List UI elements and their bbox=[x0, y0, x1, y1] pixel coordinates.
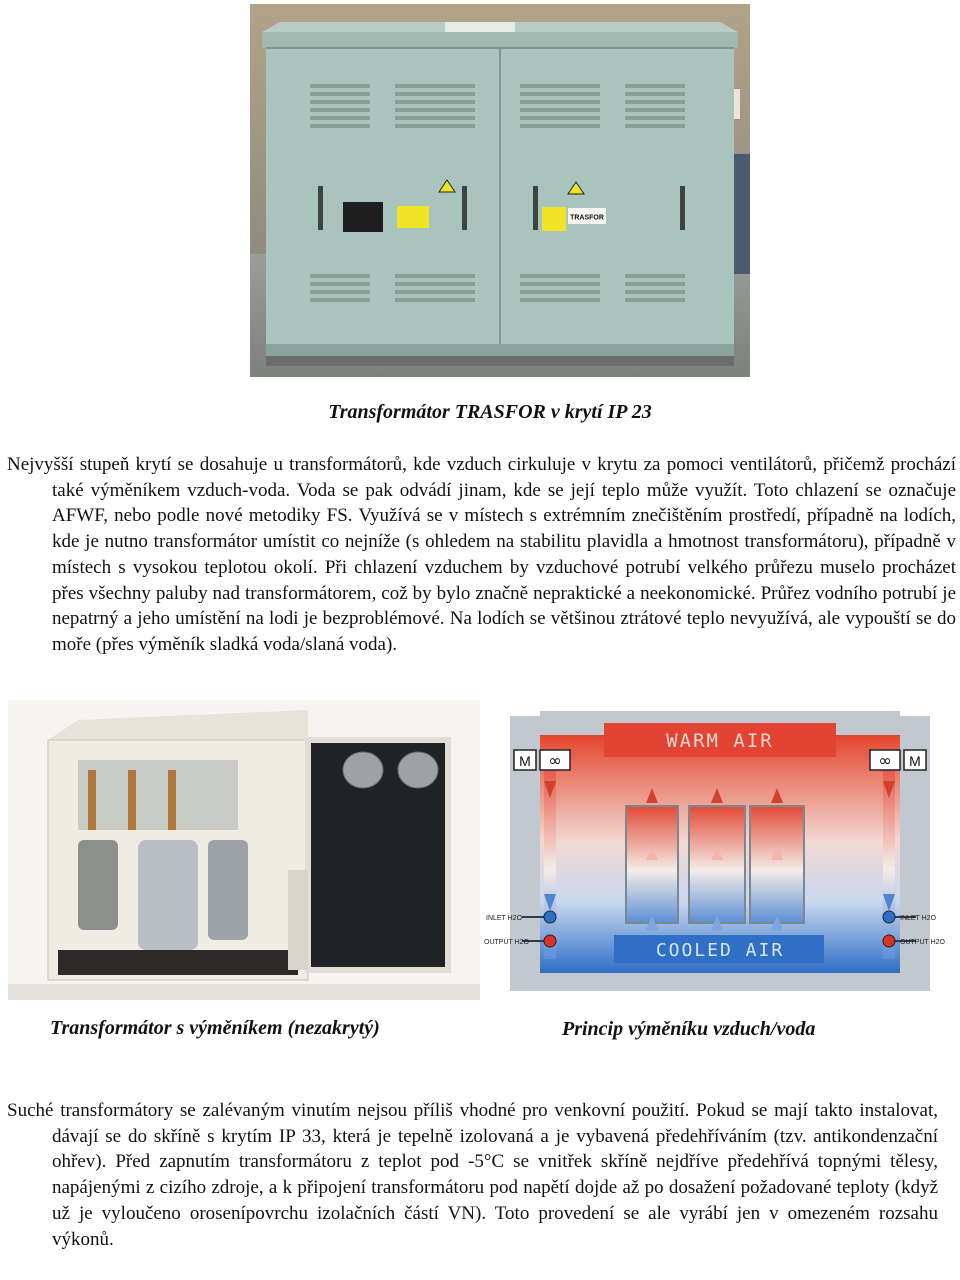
transformer-exchanger-photo bbox=[8, 700, 480, 1000]
air-water-exchanger-diagram bbox=[484, 703, 954, 1000]
warm-air-label: WARM AIR bbox=[666, 730, 774, 752]
exchanger-schematic bbox=[484, 703, 954, 1000]
outlet-left-label: OUTPUT H2O bbox=[484, 939, 529, 946]
paragraph-afwf-cooling: Nejvyšší stupeň krytí se dosahuje u transformátorů, kde vzduch cirkuluje v krytu za pomoci ventilátorů, přičemž prochází také výměníkem vzduch-voda. Voda se pak odvádí jinam, kde se její teplo může využít. Toto chlazení se označuje AFWF, nebo podle nové metodiky FS. Využívá se v místech s extrémním znečištěním prostředí, případně na lodích, kde je nutno transformátor umístit co nejníže (s ohledem na stabilitu plavidla a hmotnost transformátoru), případně v místech s vysokou teplotou okolí. Při chlazení vzduchem by vzduchové potrubí velkého průřezu muselo procházet přes všechny paluby nad transformátorem, což by bylo značně nepraktické a neekonomické. Průřez vodního potrubí je nepatrný a jeho umístění na lodi je bezproblémové. Na lodích se většinou ztrátové teplo nevyužívá, ale vypouští se do moře (přes výměník sladká voda/slaná voda). bbox=[7, 454, 956, 655]
inlet-right-label: INLET H2O bbox=[900, 915, 937, 922]
transformer-cabinet-illustration bbox=[250, 4, 750, 377]
cooled-air-label: COOLED AIR bbox=[655, 940, 785, 961]
outlet-right-label: OUTPUT H2O bbox=[900, 939, 945, 946]
motor-right-label: M bbox=[909, 753, 921, 769]
transformer-cabinet-photo bbox=[250, 4, 750, 377]
fan-left-icon: ∞ bbox=[548, 751, 562, 770]
paragraph-dry-transformers: Suché transformátory se zalévaným vinutím nejsou příliš vhodné pro venkovní použití. Pokud se mají takto instalovat, dávají se do skříně s krytím IP 33, která je tepelně izolovaná a je vybavená předehříváním (tzv. antikondenzační ohřev). Před zapnutím transformátoru z teplot pod -5°C se vnitřek skříně nejdříve předehřívá topnými tělesy, napájenými z cizího zdroje, a k připojení transformátoru pod napětí dojde až po dosažení požadované teploty (když už je vyloučeno orosenípovrchu izolačních částí VN). Toto provedení se ale vyrábí jen v omezeném rozsahu výkonů. bbox=[7, 1100, 938, 1250]
transformer-exchanger-illustration bbox=[8, 700, 480, 1000]
caption-top-photo: Transformátor TRASFOR v krytí IP 23 bbox=[328, 401, 652, 423]
caption-right-diagram: Princip výměníku vzduch/voda bbox=[562, 1018, 816, 1040]
fan-right-icon: ∞ bbox=[878, 751, 892, 770]
inlet-left-label: INLET H2O bbox=[486, 915, 523, 922]
caption-left-photo: Transformátor s výměníkem (nezakrytý) bbox=[50, 1017, 380, 1039]
motor-left-label: M bbox=[519, 753, 531, 769]
trasfor-sign-text: TRASFOR bbox=[570, 214, 604, 222]
